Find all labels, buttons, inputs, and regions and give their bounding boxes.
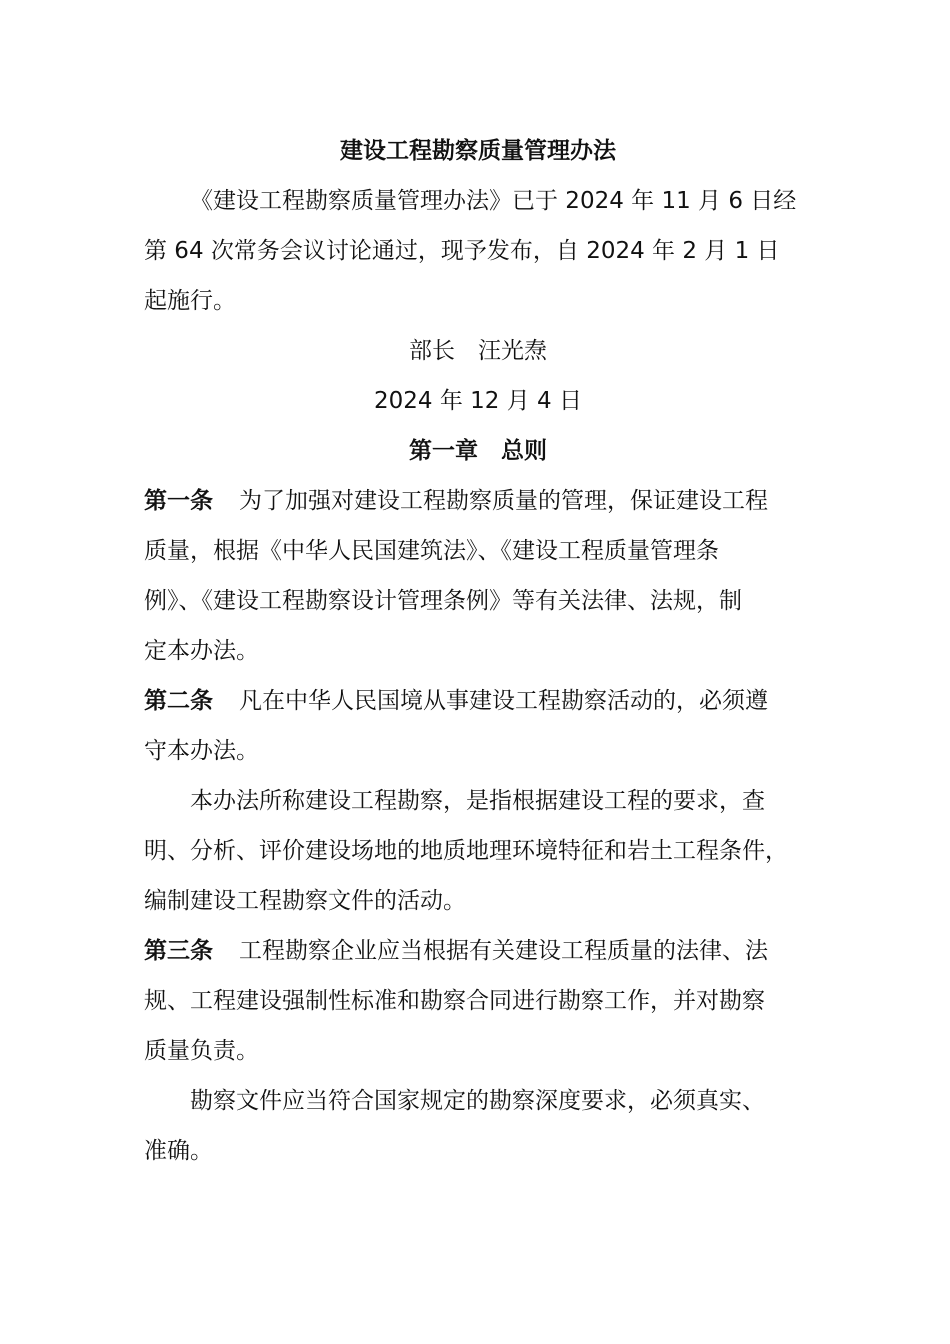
article-2-line-2: 守本办法。: [144, 738, 259, 764]
preamble-line-1: 《建设工程勘察质量管理办法》已于 2024 年 11 月 6 日经: [190, 188, 797, 214]
chapter-heading: 第一章 总则: [409, 438, 547, 464]
issue-date: 2024 年 12 月 4 日: [374, 388, 582, 414]
article-1-line-3: 例》、《建设工程勘察设计管理条例》等有关法律、法规，制: [144, 588, 742, 614]
preamble-line-2: 第 64 次常务会议讨论通过，现予发布，自 2024 年 2 月 1 日: [144, 238, 780, 264]
article-1-line-2: 质量，根据《中华人民国建筑法》、《建设工程质量管理条: [144, 538, 719, 564]
article-2-para2-line-3: 编制建设工程勘察文件的活动。: [144, 888, 466, 914]
article-3-line-1: [144, 926, 812, 976]
article-3-para2-line-2: 准确。: [144, 1138, 213, 1164]
article-3-line-2: 规、工程建设强制性标准和勘察合同进行勘察工作，并对勘察: [144, 988, 765, 1014]
article-2-label: 第二条: [144, 688, 213, 714]
document-page: [144, 126, 812, 1176]
article-2-para2-line-1: 本办法所称建设工程勘察，是指根据建设工程的要求，查: [190, 788, 765, 814]
article-3-para2-line-1: 勘察文件应当符合国家规定的勘察深度要求，必须真实、: [190, 1088, 765, 1114]
article-2-text: 凡在中华人民国境从事建设工程勘察活动的，必须遵: [239, 688, 768, 714]
article-2-line-1: [144, 676, 812, 726]
article-3-label: 第三条: [144, 938, 213, 964]
document-title: 建设工程勘察质量管理办法: [340, 138, 616, 164]
article-1-line-1: [144, 476, 812, 526]
article-1-text: 为了加强对建设工程勘察质量的管理，保证建设工程: [239, 488, 768, 514]
article-1-line-4: 定本办法。: [144, 638, 259, 664]
article-1-label: 第一条: [144, 488, 213, 514]
article-3-line-3: 质量负责。: [144, 1038, 259, 1064]
article-3-text: 工程勘察企业应当根据有关建设工程质量的法律、法: [239, 938, 768, 964]
signer: 部长 汪光焘: [409, 338, 547, 364]
preamble-line-3: 起施行。: [144, 288, 236, 314]
article-2-para2-line-2: 明、分析、评价建设场地的地质地理环境特征和岩土工程条件，: [144, 838, 788, 864]
